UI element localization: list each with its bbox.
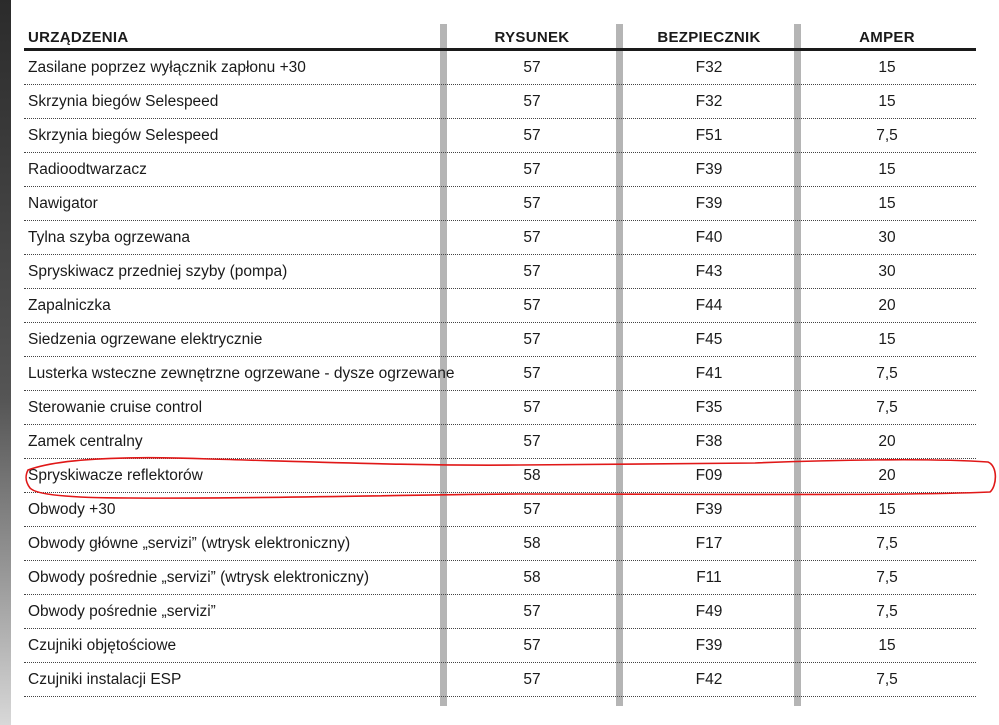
device-cell: Radioodtwarzacz — [28, 160, 147, 178]
table-row — [24, 85, 976, 119]
table-row — [24, 629, 976, 663]
header-drawing: RYSUNEK — [494, 29, 570, 46]
table-row — [24, 255, 976, 289]
drawing-cell: 57 — [523, 500, 541, 518]
drawing-cell: 57 — [523, 58, 541, 76]
drawing-cell: 57 — [523, 296, 541, 314]
amp-cell: 30 — [878, 262, 896, 280]
table-row — [24, 357, 976, 391]
drawing-cell: 57 — [523, 602, 541, 620]
drawing-cell: 57 — [523, 92, 541, 110]
drawing-cell: 58 — [523, 534, 541, 552]
fuse-cell: F39 — [695, 160, 723, 178]
device-cell: Lusterka wsteczne zewnętrzne ogrzewane - dysze ogrzewane — [28, 364, 455, 382]
drawing-cell: 57 — [523, 398, 541, 416]
header-amp: AMPER — [859, 29, 915, 46]
device-cell: Nawigator — [28, 194, 98, 212]
amp-cell: 15 — [878, 636, 896, 654]
table-row — [24, 527, 976, 561]
fuse-cell: F39 — [695, 194, 723, 212]
amp-cell: 7,5 — [876, 602, 898, 620]
table-header — [24, 18, 976, 51]
device-cell: Obwody pośrednie „servizi” (wtrysk elektroniczny) — [28, 568, 370, 586]
device-cell: Skrzynia biegów Selespeed — [28, 126, 219, 144]
amp-cell: 15 — [878, 160, 896, 178]
amp-cell: 15 — [878, 330, 896, 348]
table-row — [24, 323, 976, 357]
table-row — [24, 51, 976, 85]
amp-cell: 20 — [878, 432, 896, 450]
drawing-cell: 57 — [523, 160, 541, 178]
amp-cell: 15 — [878, 92, 896, 110]
fuse-cell: F40 — [695, 228, 723, 246]
fuse-cell: F42 — [695, 670, 723, 688]
amp-cell: 7,5 — [876, 568, 898, 586]
drawing-cell: 57 — [523, 262, 541, 280]
drawing-cell: 57 — [523, 364, 541, 382]
fuse-cell: F39 — [695, 500, 723, 518]
fuse-cell: F32 — [695, 58, 723, 76]
fuse-table — [24, 18, 976, 697]
header-device: URZĄDZENIA — [28, 29, 129, 46]
table-row — [24, 493, 976, 527]
fuse-cell: F32 — [695, 92, 723, 110]
table-row — [24, 289, 976, 323]
device-cell: Tylna szyba ogrzewana — [28, 228, 190, 246]
amp-cell: 7,5 — [876, 534, 898, 552]
drawing-cell: 57 — [523, 432, 541, 450]
fuse-cell: F43 — [695, 262, 723, 280]
table-row — [24, 187, 976, 221]
fuse-cell: F41 — [695, 364, 723, 382]
amp-cell: 7,5 — [876, 126, 898, 144]
amp-cell: 30 — [878, 228, 896, 246]
device-cell: Czujniki instalacji ESP — [28, 670, 182, 688]
device-cell: Zapalniczka — [28, 296, 111, 314]
table-row — [24, 561, 976, 595]
table-row — [24, 663, 976, 697]
drawing-cell: 57 — [523, 670, 541, 688]
fuse-cell: F38 — [695, 432, 723, 450]
table-row — [24, 425, 976, 459]
table-row — [24, 153, 976, 187]
fuse-cell: F09 — [695, 466, 723, 484]
fuse-cell: F17 — [695, 534, 723, 552]
fuse-cell: F51 — [695, 126, 723, 144]
table-row — [24, 119, 976, 153]
drawing-cell: 57 — [523, 330, 541, 348]
table-row — [24, 221, 976, 255]
drawing-cell: 58 — [523, 568, 541, 586]
drawing-cell: 58 — [523, 466, 541, 484]
device-cell: Obwody pośrednie „servizi” — [28, 602, 216, 620]
device-cell: Czujniki objętościowe — [28, 636, 177, 654]
amp-cell: 15 — [878, 500, 896, 518]
amp-cell: 7,5 — [876, 670, 898, 688]
device-cell: Sterowanie cruise control — [28, 398, 203, 416]
fuse-cell: F11 — [696, 568, 722, 586]
drawing-cell: 57 — [523, 636, 541, 654]
amp-cell: 7,5 — [876, 398, 898, 416]
amp-cell: 20 — [878, 296, 896, 314]
device-cell: Spryskiwacz przedniej szyby (pompa) — [28, 262, 288, 280]
device-cell: Zamek centralny — [28, 432, 143, 450]
device-cell: Spryskiwacze reflektorów — [28, 466, 203, 484]
fuse-cell: F49 — [695, 602, 723, 620]
table-body — [24, 51, 976, 697]
amp-cell: 15 — [878, 194, 896, 212]
device-cell: Zasilane poprzez wyłącznik zapłonu +30 — [28, 58, 306, 76]
device-cell: Obwody +30 — [28, 500, 116, 518]
table-row — [24, 459, 976, 493]
device-cell: Siedzenia ogrzewane elektrycznie — [28, 330, 263, 348]
drawing-cell: 57 — [523, 228, 541, 246]
amp-cell: 7,5 — [876, 364, 898, 382]
fuse-cell: F44 — [695, 296, 723, 314]
drawing-cell: 57 — [523, 194, 541, 212]
drawing-cell: 57 — [523, 126, 541, 144]
table-row — [24, 595, 976, 629]
device-cell: Obwody główne „servizi” (wtrysk elektroniczny) — [28, 534, 351, 552]
amp-cell: 15 — [878, 58, 896, 76]
table-row — [24, 391, 976, 425]
fuse-cell: F35 — [695, 398, 723, 416]
fuse-cell: F45 — [695, 330, 723, 348]
header-fuse: BEZPIECZNIK — [657, 29, 761, 46]
device-cell: Skrzynia biegów Selespeed — [28, 92, 219, 110]
amp-cell: 20 — [878, 466, 896, 484]
fuse-cell: F39 — [695, 636, 723, 654]
left-edge-shadow — [0, 0, 11, 725]
